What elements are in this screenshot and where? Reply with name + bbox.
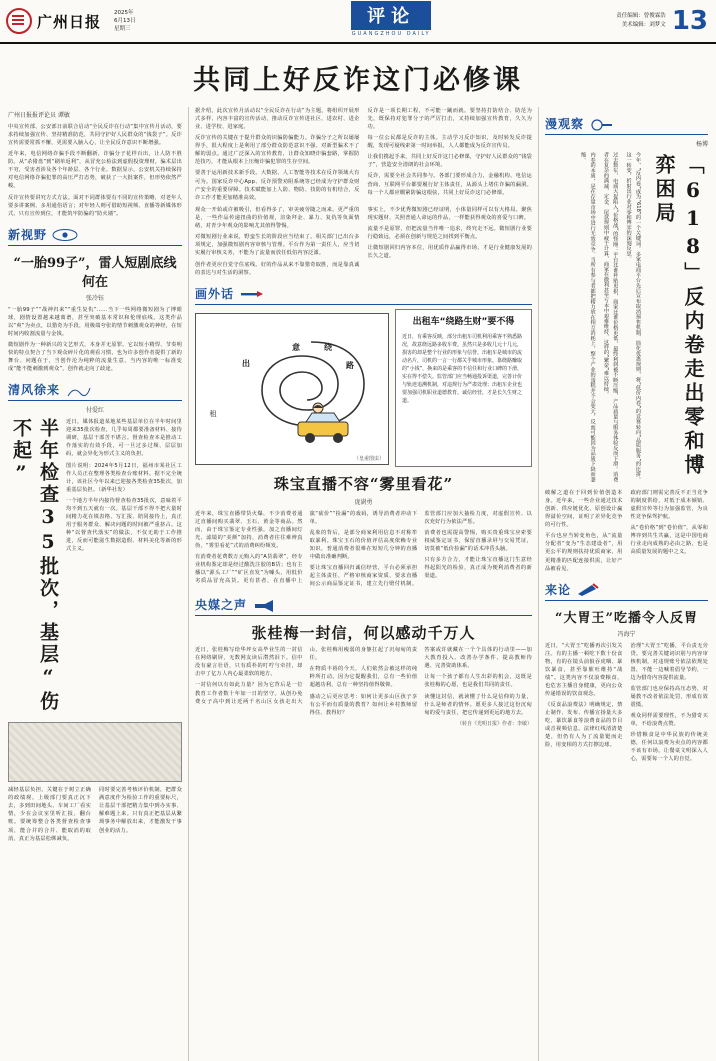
right-top-paragraph: 政府部门则需完善反不正当竞争的制度供给，对低于成本倾销、虚假宣传等行为加强监管，为良性竞争保驾护航。 xyxy=(630,490,708,521)
voice-source: （转自《光明日报》作者：李敏） xyxy=(456,720,532,727)
qingfeng-paragraph: 减轻基层负担，关键在于树立正确的政绩观。上级部门要真正沉下去，多到田间地头、车间工厂看实情，少在会议室里听汇报、翻台账。要统筹整合各类督查检查事项，能合并的合并、能取消的取消，真正为基层松绑减负。 xyxy=(8,787,91,842)
voice-paragraph: 近日，张桂梅写给华坪女高毕业生的一封信在网络刷屏，无数网友读后潸然泪下。信中没有豪言壮语，只有质朴的叮咛与牵挂，却击中了亿万人内心最柔软的地方。 xyxy=(195,647,303,678)
headline-qingfeng: 半年检查35批次，基层“伤不起” xyxy=(10,418,59,714)
voice-body xyxy=(195,646,532,717)
newview-paragraph: 让微短剧回归内容本位，用优质作品赢得市场，才是行业健康发展的长久之道。 xyxy=(367,245,532,260)
masthead-right xyxy=(616,8,716,34)
page-number: 13 xyxy=(671,6,708,36)
lailun-paragraph: 珍惜粮食是中华民族的传统美德，任何以浪费为卖点的内容都不该有市场。让餐桌文明深入人心，需要每一个人的自觉。 xyxy=(630,732,708,763)
right-top-paragraph: 破解之道在于回到价值创造本身。近年来，一些企业通过技术创新、供应链优化、原创设计赢得溢价空间，证明了差异化竞争的可行性。 xyxy=(545,490,623,529)
divider xyxy=(545,600,708,601)
badge-label: 来论 xyxy=(545,582,572,597)
paper-logo xyxy=(0,8,166,34)
cartoon-label: 出 xyxy=(242,358,250,368)
jewelry-body xyxy=(195,510,532,589)
commentary-title: 出租车“绕路生财”要不得 xyxy=(412,316,515,327)
author-qingfeng: 付爱红 xyxy=(85,407,104,415)
lead-paragraph: 据介绍，此次宣传月活动以“全民反诈在行动”为主题，将组织开展形式多样、内容丰富的宣传活动，推动反诈宣传进社区、进农村、进企业、进学校、进家庭。 xyxy=(195,108,360,131)
divider xyxy=(8,400,182,401)
issue-date: 2025年 6月13日 星期三 xyxy=(114,9,136,33)
divider xyxy=(8,245,182,246)
author-lailun: 冯海宁 xyxy=(617,630,636,638)
masthead xyxy=(0,0,716,44)
jewelry-paragraph: 有消费者花费数万元购入的“A货翡翠”，经专业机构鉴定却是经过酸洗注胶的B货；也有主播以“源头工厂”“矿区直发”为噱头，用低价劣质品冒充高货。更有甚者，在直播中上演“砍价”“捡漏”的戏码，诱导消费者冲动下单。 xyxy=(195,510,418,585)
lead-paragraph: 反诈宣传的关键在于提升群众的识骗防骗能力。诈骗分子之所以屡屡得手，很大程度上是利用了部分群众防范意识不强、对新型骗术不了解的弱点。通过广泛深入的宣传教育，让群众知晓诈骗套路，掌握防范技巧，才能从根本上压缩诈骗犯罪的生存空间。 xyxy=(195,135,360,166)
editor-credits: 责任编辑：曾俊霖浩 美术编辑：刘梦文 xyxy=(616,13,666,28)
voice-paragraph: 在物质丰裕的今天，人们依然会被这样的纯粹所打动。因为它提醒我们，总有一些价值超越功利，总有一种坚持值得敬仰。 xyxy=(309,666,418,689)
bamboo-icon xyxy=(64,383,90,397)
divider xyxy=(545,134,708,135)
voice-paragraph: 读懂这封信，就读懂了什么是信仰的力量，什么是师者的情怀。愿更多人接过这份沉甸甸的爱与责任，把它传递到更远的地方去。 xyxy=(424,693,532,716)
lead-paragraph: 反诈宣传要讲究方式方法。面对不同群体要有不同的宣传策略，对老年人要多讲案例、多用通俗语言；对年轻人则可借助短视频、直播等新媒体形式。只有宣传到位，才能筑牢防骗的“防火墙”。 xyxy=(8,194,182,217)
badge-lailun xyxy=(545,581,708,598)
lailun-body xyxy=(545,642,708,764)
cartoon-label: 绕 xyxy=(324,342,332,352)
headline-right-top: 「618」反内卷走出零和博弈困局 xyxy=(652,154,705,478)
lead-paragraph: 近年来，电信网络诈骗手段不断翻新，诈骗分子花样百出，让人防不胜防。从“杀猪盘”到“刷单返利”，从冒充公检法到虚假投资理财，骗术层出不穷，受害者涉及各个年龄层、各个行业。数据显示，公安机关持续保持对电信网络诈骗犯罪的高压严打态势，破获了一大批案件，但形势依然严峻。 xyxy=(8,151,182,190)
cartoon-commentary xyxy=(395,309,532,467)
divider xyxy=(195,615,532,616)
lead-paragraph: 让我们携起手来，共同上好反诈这门必修课，守护好人民群众的“钱袋子”，营造安全清朗的社会环境。 xyxy=(367,154,533,169)
right-top-continued xyxy=(545,489,708,573)
newview-paragraph: 对微短剧行业来说，野蛮生长的阶段应当结束了。相关部门已出台多项规定，加强微短剧内容审核与管理。平台作为第一责任人，应当切实履行审核义务，不能为了流量而放任低俗内容泛滥。 xyxy=(195,234,360,257)
badge-lens xyxy=(545,115,708,132)
right-top-paragraph: 内卷的本质，是在存量市场中进行无效竞争。当所有参与者都把精力放在相互消耗上，整个产业的蛋糕并不会变大，反而可能因为品质下降而萎缩。 xyxy=(580,152,596,482)
newview-paragraph: 创作者更应自觉守住底线。好的作品从来不靠猎奇取胜，而是靠真诚的表达与对生活的洞察。 xyxy=(195,261,360,276)
qingfeng-paragraph: 一个地方半年内接待督查检查35批次，意味着平均不到五天就有一次。基层干部不得不把大量时间精力花在填表格、写汇报、陪同接待上，真正用于服务群众、解决问题的时间被严重挤占。这种“以督查代落实”的做法，不仅无助于工作推进，反而可能滋生数据造假、材料美化等新的形式主义。 xyxy=(66,497,182,553)
voice-paragraph: 让每一个孩子都有人生出彩的机会，这既是张桂梅的心愿，也是我们共同的责任。 xyxy=(424,674,532,689)
photo-placeholder xyxy=(8,722,182,782)
lead-paragraph: 每一位公民都是反诈的主体。主动学习反诈知识，及时转发反诈提醒，发现可疑线索第一时间举报，人人都能成为反诈宣传员。 xyxy=(367,135,532,150)
right-top-paragraph: 过去数年，电商大促陷入“价格战”的怪圈：平台比谁补贴更狠，商家比谁价格更低，最终利润被不断压缩，产品质量与服务体验反而下滑。消费者在复杂的满减、定金、尾款规则中疲于计算，商家在微利甚至亏本中艰难维持，这样的“繁荣”难以持续。 xyxy=(602,152,619,482)
badge-cartoon xyxy=(195,285,532,302)
right-top-paragraph: 从“卷价格”到“卷价值”，从零和博弈到共生共赢，这是中国电商行业走向成熟的必由之路，也是高质量发展的题中之义。 xyxy=(630,525,708,556)
badge-newview xyxy=(8,226,182,243)
page-title: 共同上好反诈这门必修课 xyxy=(193,65,523,96)
cartoon-signature: （皇甫图虫） xyxy=(353,455,384,462)
lead-byline: 广州日报报评论员 谭敏 xyxy=(8,112,70,119)
lead-paragraph: 反诈是一项长期工程，不可能一蹴而就。要坚持打防结合、防范为先，既保持对犯罪分子的严厉打击，又持续加强宣传教育，久久为功。 xyxy=(367,108,532,131)
author-right-top: 杨博 xyxy=(695,141,708,148)
taxi-graphic xyxy=(288,402,362,446)
voice-paragraph: 答案或许就藏在一个个具体的行动里——加大教育投入、改善办学条件、提高教师待遇、完善资助体系。 xyxy=(424,647,532,670)
lailun-paragraph: 《反食品浪费法》明确规定，禁止制作、发布、传播宣扬量大多吃、暴饮暴食等浪费食品的节目或音视频信息。法律红线清清楚楚，但仍有人为了流量铤而走险，用变相的方式打擦边球。 xyxy=(545,702,623,749)
section-title: 评论 GUANGZHOU DAILY xyxy=(166,1,616,37)
headline-lailun: “大胃王”吃播令人反胃 xyxy=(555,610,698,626)
voice-paragraph: 一封信何以有如此力量？因为它背后是一位教育工作者数十年如一日的坚守。从创办免费女子高中到让近两千名山区女孩走出大山，张桂梅用瘦弱的身躯扛起了沉甸甸的责任。 xyxy=(195,647,418,705)
newview-paragraph: 微短剧作为一种新兴的文艺形式，本身并无原罪。它以短小精悍、节奏明快的特点契合了当下观众碎片化的观看习惯，也为许多创作者提供了新的舞台。问题在于，当创作沦为纯粹的流量生意，当内容的唯一标准变成“能不能刺激到观众”，创作就走向了歧途。 xyxy=(8,341,182,373)
right-top-paragraph: 平台也应当转变角色，从“流量分配者”变为“生态建设者”，用更公平的规则扶持优质商家，用更精准的匹配连接供需，让好产品被看见。 xyxy=(545,533,623,572)
author-jewelry: 庞澍勇 xyxy=(354,498,373,506)
lailun-paragraph: 近日，“大胃王”吃播再次引发关注。有的主播一顿吃下数十份食物，有的在镜头前狼吞虎咽、暴饮暴食，甚至靠催吐维持“战绩”。这类内容不仅浪费粮食，也危害主播自身健康，更向公众传递错误的饮食观念。 xyxy=(545,642,623,697)
lailun-paragraph: 治理“大胃王”吃播，平台责无旁贷。要完善关键词识别与内容审核机制，对违规账号依法依规处置，不能一边喊着倡导节约，一边为猎奇内容提供流量。 xyxy=(630,642,708,681)
lead-paragraph: 反诈，需要全社会共同参与。各部门要形成合力，金融机构、电信运营商、互联网平台都要履行好主体责任，从源头上堵住诈骗的漏洞。每一个人都应绷紧防骗这根弦，共同上好反诈这门必修课。 xyxy=(367,173,532,196)
eye-icon xyxy=(51,227,77,241)
qingfeng-paragraph: 同时要完善考核评价机制，把群众满意度作为检验工作的重要标尺，让基层干部把精力集中到办实事、解难题上来。只有真正把基层从繁琐事务中解放出来，才能激发干事创业的活力。 xyxy=(99,787,182,834)
qingfeng-note: 图片说明：2024年5月12日，福州市某社区工作人员正在整理各类检查台账材料。据不完全统计，该社区今年以来已迎接各类检查35批次，加重基层负担。（新华社发） xyxy=(66,462,182,493)
lead-paragraph: 要善于运用新技术新手段。大数据、人工智能等技术在反诈领域大有可为。国家反诈中心App、反诈预警劝阻系统等已经成为守护群众财产安全的重要屏障。技术赋能加上人防、物防、技防的有机结合，反诈工作才能更加精准高效。 xyxy=(195,170,360,201)
headline-jewelry: 珠宝直播不容“雾里看花” xyxy=(273,474,454,493)
badge-voice xyxy=(195,596,532,613)
cartoon-label: 路 xyxy=(346,360,354,370)
column-left xyxy=(8,107,189,1061)
column-right xyxy=(539,107,708,1061)
lead-continued xyxy=(195,107,532,202)
lead-paragraph: 中央宣传部、公安部日前联合启动“全民反诈在行动”集中宣传月活动，要求持续加强宣传、坚持精准防范，共同守护好人民群众的“钱袋子”。反诈宣传需要常抓不懈，更需要入脑入心，让全民反诈意识不断增强。 xyxy=(8,124,182,147)
badge-qingfeng xyxy=(8,381,182,398)
divider xyxy=(195,304,532,305)
author-newview: 张冷钰 xyxy=(85,294,104,302)
qingfeng-paragraph: 近日，媒体报道某地某些基层单位在半年时间里迎来35批次检查，几乎每周都要准备材料、接待调研，基层干部苦不堪言。督查检查本是推动工作落实的有效手段，可一旦过多过频、层层加码，就会异化为形式主义的负担。 xyxy=(66,419,182,458)
badge-label: 新视野 xyxy=(8,227,48,242)
column-center xyxy=(189,107,539,1061)
jewelry-paragraph: 只有多方合力，才能让珠宝直播这门生意经得起阳光的检验，真正成为便利消费者的新渠道。 xyxy=(424,556,532,580)
cartoon-label: 意 xyxy=(292,342,300,352)
badge-label: 漫观察 xyxy=(545,117,585,131)
brush-icon xyxy=(238,286,264,300)
badge-label: 清风徐来 xyxy=(8,383,61,398)
sun-rays-icon xyxy=(6,8,32,34)
right-top-paragraph: 今年，“反内卷”成为“618”的一个关键词。多家电商平台先后宣布取消预售机制、简化优惠规则，将“低价内卷”的竞赛转向“品质服务”的比拼。这一转变，折射出行业对零和博弈的深刻反思。 xyxy=(625,152,641,482)
qingfeng-continued xyxy=(8,786,182,842)
body-grid xyxy=(0,101,716,1061)
cartoon-label: 租 xyxy=(209,409,217,417)
lailun-paragraph: 观众同样需要理性，不为猎奇买单，不给浪费点赞。 xyxy=(630,713,708,728)
jewelry-paragraph: 消费者也需提高警惕，购买贵重珠宝应索要权威鉴定证书，保留直播录屏与交易凭证，切莫被“低价捡漏”的话术冲昏头脑。 xyxy=(424,529,532,552)
newview-paragraph: 流量不是原罪，但把流量当作唯一追求，终究走不远。微短剧行业要行稳致远，必须在创新与规范之间找到平衡点。 xyxy=(367,226,532,241)
lens-icon xyxy=(588,117,614,131)
paper-name: 广州日报 xyxy=(37,12,102,31)
headline-newview: “一胎99子”，雷人短剧底线何在 xyxy=(13,255,177,290)
newview-paragraph: “一胎99子”“战神归来”“重生复仇”……当下一些网络微短剧为了博眼球，剧情设置越来越离谱，甚至突破基本常识和伦理底线。这类作品以“爽”为卖点，以猎奇为手段，用极端夸张的情节刺激观众的神经，在短时间内收割流量与金钱。 xyxy=(8,306,182,337)
newview-paragraph: 观众一开始或许被吸引，但看得多了，审美疲劳随之而来。更严重的是，一些作品传递扭曲的价值观，渲染拜金、暴力、复仇等负面情绪，对青少年观众的影响尤其值得警惕。 xyxy=(195,207,360,230)
newview-continued xyxy=(195,206,532,277)
badge-label: 画外话 xyxy=(195,286,235,301)
commentary-text: 近日，有乘客反映，部分出租车司机利用乘客不熟悉路况，故意绕远路多收车费。虽然只是多收几元十几元，损害的却是整个行业的形象与信誉。出租车是城市的流动名片，司机的一言一行都关乎城市形象。靠绕路赚取的“小钱”，换来的是乘客的不信任和行业口碑的下滑，实在得不偿失。监管部门应当畅通投诉渠道，完善计价与轨迹追溯机制，对违规行为严肃处理；出租车企业也要加强司机职业道德教育。诚信经营，才是长久生财之道。 xyxy=(402,334,523,405)
megaphone-icon xyxy=(251,598,277,612)
jewelry-paragraph: 乱象的背后，是部分商家利用信息不对称牟取暴利。珠宝玉石的价值评估高度依赖专业知识，普通消费者很难在短短几分钟的直播中做出准确判断。 xyxy=(309,529,418,560)
newview-paragraph: 事实上，不少优秀微短剧已经证明，小体量同样可以有大格局。聚焦现实题材、关照普通人命运的作品，一样能获得观众的喜爱与口碑。 xyxy=(367,207,532,222)
badge-label: 央媒之声 xyxy=(195,598,248,613)
cartoon-illustration xyxy=(195,313,389,465)
headline-voice: 张桂梅一封信，何以感动千万人 xyxy=(251,624,476,643)
jewelry-paragraph: 要让珠宝直播回归诚信经营，平台必须承担起主体责任，严格审核商家资质，要求直播间公示商品鉴定证书，建立先行赔付机制。监管部门应加大抽检力度，对虚假宣传、以次充好行为依法严惩。 xyxy=(309,510,532,588)
voice-paragraph: 感动之后更应思考：如何让更多山区孩子享有公平而有质量的教育？如何让乡村教师留得住、教得好？ xyxy=(309,693,418,716)
right-top-article xyxy=(545,152,708,484)
pen-icon xyxy=(575,582,601,596)
lailun-paragraph: 监管部门也应保持高压态势，对屡教不改者依法处罚，形成有效震慑。 xyxy=(630,685,708,709)
jewelry-paragraph: 近年来，珠宝直播带货火爆，不少消费者通过直播间购买翡翠、玉石、黄金等商品。然而，由于珠宝鉴定专业性强，加之直播间灯光、滤镜的“美颜”加持，消费者往往难辨真伪，“雾里看花”式的消费纠纷频发。 xyxy=(195,510,303,549)
